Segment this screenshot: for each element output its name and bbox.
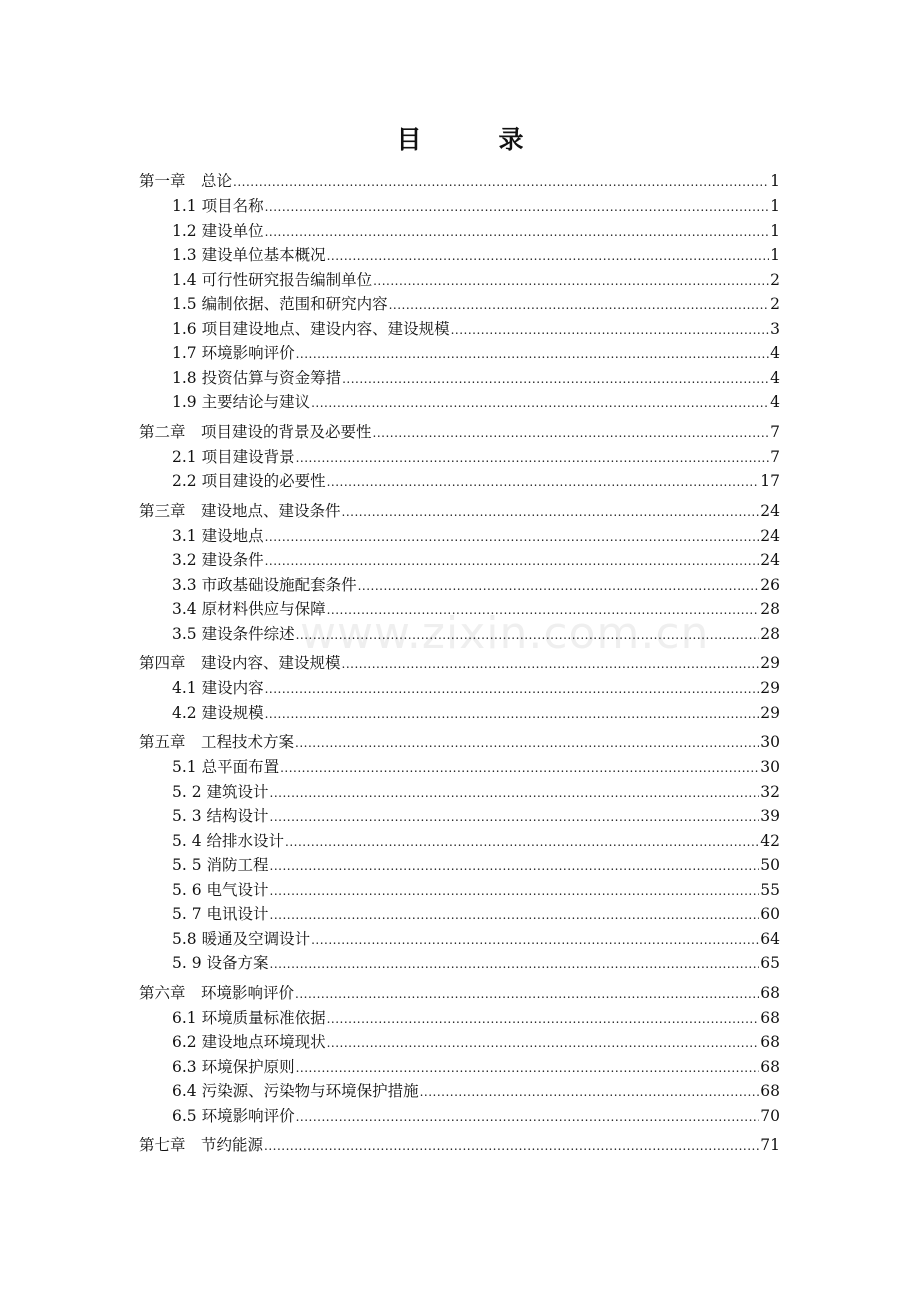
toc-section-entry[interactable] [139, 1079, 780, 1104]
toc-section-entry[interactable] [139, 194, 780, 219]
toc-leader-dots [358, 573, 760, 599]
toc-page-number: 7 [770, 447, 780, 466]
toc-leader-dots [295, 729, 759, 756]
toc-leader-dots [296, 341, 770, 367]
toc-page-number: 64 [760, 929, 780, 948]
toc-entry-label: 2.2 项目建设的必要性 [172, 472, 326, 490]
toc-leader-dots [233, 168, 769, 195]
toc-entry-label: 5. 9 设备方案 [172, 954, 269, 972]
toc-leader-dots [420, 1079, 760, 1105]
toc-entry-label: 5.8 暖通及空调设计 [172, 929, 311, 948]
toc-leader-dots [342, 650, 760, 677]
toc-leader-dots [280, 755, 759, 781]
toc-page-number: 17 [760, 472, 780, 490]
toc-page-number: 2 [770, 295, 780, 313]
toc-section-entry[interactable] [139, 317, 780, 342]
toc-chapter-entry[interactable] [139, 729, 780, 755]
toc-leader-dots [295, 980, 759, 1007]
toc-page-number: 71 [760, 1136, 780, 1154]
toc-section-entry[interactable] [139, 597, 780, 622]
toc-page-number: 4 [770, 368, 780, 387]
toc-chapter-entry[interactable] [139, 650, 780, 676]
toc-page-number: 65 [760, 954, 780, 972]
toc-leader-dots [265, 701, 760, 727]
toc-page-number: 68 [760, 1033, 780, 1051]
toc-leader-dots [270, 878, 760, 904]
toc-page-number: 50 [760, 856, 780, 874]
toc-section-entry[interactable] [139, 268, 780, 293]
toc-leader-dots [296, 1104, 760, 1130]
toc-leader-dots [451, 317, 770, 343]
toc-section-entry[interactable] [139, 219, 780, 244]
toc-page-number: 1 [770, 221, 780, 240]
toc-section-entry[interactable] [139, 1030, 780, 1055]
toc-leader-dots [327, 597, 760, 623]
toc-leader-dots [327, 1030, 760, 1056]
toc-page-number: 70 [760, 1106, 780, 1125]
toc-entry-label: 第二章 项目建设的背景及必要性 [139, 422, 372, 441]
toc-entry-label: 3.1 建设地点 [172, 526, 264, 545]
toc-leader-dots [296, 622, 760, 648]
toc-section-entry[interactable] [139, 676, 780, 701]
toc-section-entry[interactable] [139, 902, 780, 927]
toc-entry-label: 5. 6 电气设计 [172, 880, 269, 899]
toc-entry-label: 第六章 环境影响评价 [139, 983, 295, 1002]
toc-leader-dots [311, 390, 769, 416]
toc-chapter-entry[interactable] [139, 1132, 780, 1158]
toc-page-number: 1 [770, 246, 780, 264]
toc-leader-dots [389, 292, 770, 318]
toc-section-entry[interactable] [139, 951, 780, 976]
toc-page-number: 24 [760, 526, 780, 545]
toc-page-number: 30 [760, 758, 780, 776]
toc-page-number: 1 [770, 172, 780, 190]
toc-page-number: 7 [770, 422, 780, 441]
toc-leader-dots [342, 366, 769, 392]
toc-section-entry[interactable] [139, 1055, 780, 1080]
toc-chapter-entry[interactable] [139, 419, 780, 445]
toc-leader-dots [373, 419, 770, 446]
toc-section-entry[interactable] [139, 390, 780, 415]
toc-section-entry[interactable] [139, 573, 780, 598]
toc-entry-label: 1.4 可行性研究报告编制单位 [172, 270, 373, 289]
toc-page-number: 30 [760, 733, 780, 751]
toc-leader-dots [265, 524, 760, 550]
toc-leader-dots [270, 902, 760, 928]
toc-entry-label: 5. 2 建筑设计 [172, 782, 269, 801]
toc-page-number: 29 [760, 679, 780, 697]
toc-section-entry[interactable] [139, 366, 780, 391]
toc-leader-dots [373, 268, 769, 294]
toc-section-entry[interactable] [139, 243, 780, 268]
toc-entry-label: 1.1 项目名称 [172, 197, 264, 215]
toc-entry-label: 5. 4 给排水设计 [172, 831, 285, 850]
toc-section-entry[interactable] [139, 1006, 780, 1031]
toc-leader-dots [285, 829, 759, 855]
toc-entry-label: 第五章 工程技术方案 [139, 733, 295, 751]
toc-entry-label: 1.5 编制依据、范围和研究内容 [172, 295, 388, 313]
toc-leader-dots [265, 194, 770, 220]
toc-page-number: 26 [760, 575, 780, 594]
toc-entry-label: 5. 3 结构设计 [172, 807, 269, 825]
toc-entry-label: 6.5 环境影响评价 [172, 1106, 295, 1125]
toc-entry-label: 第一章 总论 [139, 172, 233, 190]
toc-page-number: 68 [760, 1008, 780, 1027]
toc-leader-dots [296, 1055, 760, 1081]
toc-page-number: 1 [770, 197, 780, 215]
toc-page-number: 29 [760, 703, 780, 722]
toc-page-number: 28 [760, 600, 780, 618]
toc-entry-label: 1.7 环境影响评价 [172, 344, 295, 362]
toc-page-number: 28 [760, 624, 780, 643]
toc-page-number: 39 [760, 807, 780, 825]
toc-chapter-entry[interactable] [139, 498, 780, 524]
toc-leader-dots [270, 853, 760, 879]
toc-entry-label: 3.2 建设条件 [172, 551, 264, 569]
toc-page-number: 42 [760, 831, 780, 850]
toc-section-entry[interactable] [139, 701, 780, 726]
toc-leader-dots [296, 445, 770, 471]
toc-entry-label: 5. 7 电讯设计 [172, 905, 269, 923]
toc-leader-dots [327, 243, 770, 269]
toc-section-entry[interactable] [139, 780, 780, 805]
toc-leader-dots [264, 1132, 759, 1159]
toc-leader-dots [270, 804, 760, 830]
toc-section-entry[interactable] [139, 1104, 780, 1129]
toc-entry-label: 3.3 市政基础设施配套条件 [172, 575, 357, 594]
toc-page-number: 24 [760, 501, 780, 520]
table-of-contents [139, 168, 780, 1158]
toc-entry-label: 5.1 总平面布置 [172, 758, 280, 776]
toc-leader-dots [270, 951, 760, 977]
watermark: www.zixin.com.cn [300, 608, 710, 659]
toc-leader-dots [265, 676, 760, 702]
toc-section-entry[interactable] [139, 341, 780, 366]
toc-section-entry[interactable] [139, 829, 780, 854]
toc-entry-label: 1.2 建设单位 [172, 221, 264, 240]
toc-page-number: 68 [760, 1082, 780, 1100]
toc-section-entry[interactable] [139, 469, 780, 494]
toc-page-number: 24 [760, 551, 780, 569]
page-title: 目 录 [396, 125, 550, 154]
toc-section-entry[interactable] [139, 622, 780, 647]
toc-entry-label: 4.2 建设规模 [172, 703, 264, 722]
toc-leader-dots [327, 469, 760, 495]
toc-section-entry[interactable] [139, 548, 780, 573]
toc-entry-label: 1.3 建设单位基本概况 [172, 246, 326, 264]
toc-page-number: 29 [760, 654, 780, 672]
toc-entry-label: 1.6 项目建设地点、建设内容、建设规模 [172, 319, 450, 338]
toc-leader-dots [265, 219, 770, 245]
toc-page-number: 68 [760, 1057, 780, 1076]
toc-section-entry[interactable] [139, 292, 780, 317]
toc-page-number: 60 [760, 905, 780, 923]
toc-page-number: 55 [760, 880, 780, 899]
toc-entry-label: 第七章 节约能源 [139, 1136, 264, 1154]
toc-leader-dots [265, 548, 760, 574]
toc-section-entry[interactable] [139, 927, 780, 952]
toc-leader-dots [270, 780, 760, 806]
toc-entry-label: 4.1 建设内容 [172, 679, 264, 697]
toc-entry-label: 1.9 主要结论与建议 [172, 393, 311, 411]
toc-entry-label: 1.8 投资估算与资金筹措 [172, 368, 342, 387]
toc-entry-label: 3.4 原材料供应与保障 [172, 600, 326, 618]
toc-page-number: 2 [770, 270, 780, 289]
toc-section-entry[interactable] [139, 804, 780, 829]
toc-section-entry[interactable] [139, 755, 780, 780]
toc-entry-label: 6.1 环境质量标准依据 [172, 1008, 326, 1027]
toc-chapter-entry[interactable] [139, 168, 780, 194]
toc-section-entry[interactable] [139, 524, 780, 549]
toc-leader-dots [311, 927, 759, 953]
toc-section-entry[interactable] [139, 853, 780, 878]
toc-entry-label: 6.4 污染源、污染物与环境保护措施 [172, 1082, 419, 1100]
toc-page-number: 68 [760, 983, 780, 1002]
toc-entry-label: 6.2 建设地点环境现状 [172, 1033, 326, 1051]
toc-section-entry[interactable] [139, 878, 780, 903]
toc-page-number: 3 [770, 319, 780, 338]
toc-entry-label: 3.5 建设条件综述 [172, 624, 295, 643]
toc-entry-label: 5. 5 消防工程 [172, 856, 269, 874]
toc-page-number: 4 [770, 393, 780, 411]
toc-page-number: 4 [770, 344, 780, 362]
toc-section-entry[interactable] [139, 445, 780, 470]
toc-leader-dots [342, 498, 760, 525]
toc-entry-label: 第四章 建设内容、建设规模 [139, 654, 341, 672]
toc-entry-label: 第三章 建设地点、建设条件 [139, 501, 341, 520]
toc-leader-dots [327, 1006, 760, 1032]
toc-page-number: 32 [760, 782, 780, 801]
toc-entry-label: 6.3 环境保护原则 [172, 1057, 295, 1076]
toc-entry-label: 2.1 项目建设背景 [172, 447, 295, 466]
toc-chapter-entry[interactable] [139, 980, 780, 1006]
